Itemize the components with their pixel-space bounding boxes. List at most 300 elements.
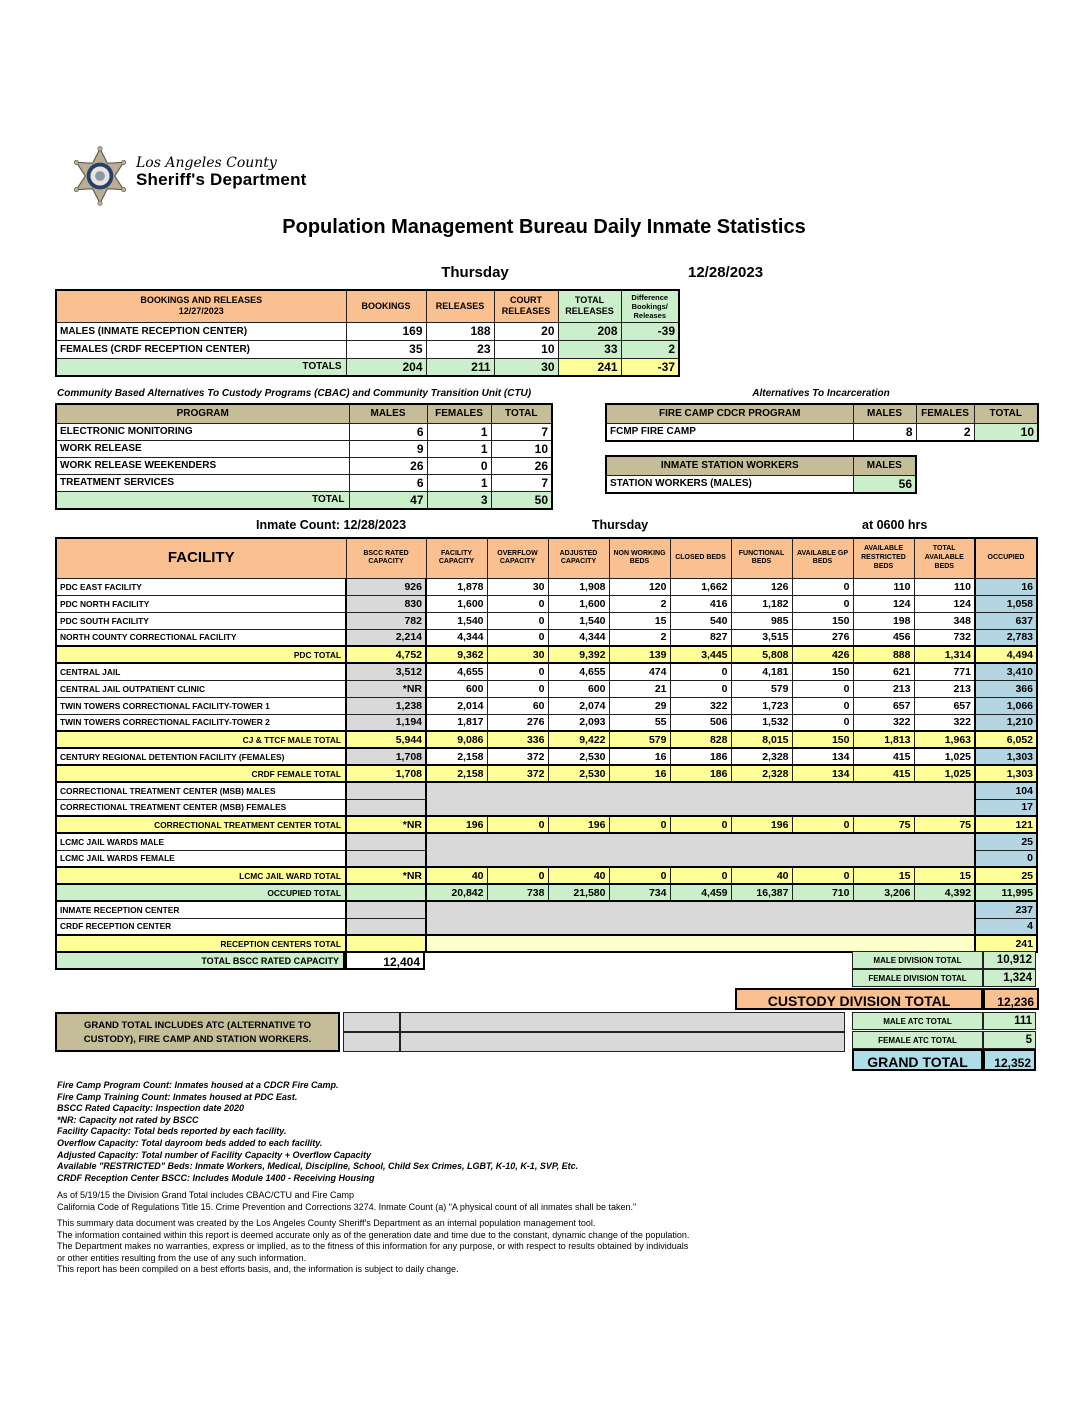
merged-empty-cell [426,901,975,935]
fire-camp-table [605,403,1039,442]
table-cell: 732 [914,629,975,646]
table-cell: 657 [914,697,975,714]
inmate-count-day: Thursday [591,518,649,532]
custody-division-label: CUSTODY DIVISION TOTAL [735,988,983,1010]
table-cell: 734 [609,884,670,901]
col-header-overflow: OVERFLOW CAPACITY [487,538,548,578]
table-cell: 25 [975,833,1037,850]
table-cell: 196 [548,816,609,833]
report-date: 12/28/2023 [688,264,764,281]
table-cell: 415 [853,765,914,782]
footnotes-definitions [57,1080,578,1184]
table-cell: 21,580 [548,884,609,901]
table-cell: 1 [427,440,491,457]
table-cell: 75 [914,816,975,833]
bookings-totals-row [56,358,679,376]
table-cell: 17 [975,799,1037,816]
table-cell: 322 [853,714,914,731]
footnote-line: Adjusted Capacity: Total number of Facility Capacity + Overflow Capacity [57,1149,371,1160]
table-cell: 169 [346,322,426,340]
table-cell: 15 [853,867,914,884]
table-cell: 600 [548,680,609,697]
table-cell: 1,303 [975,765,1037,782]
table-cell: 828 [670,731,731,748]
table-cell: *NR [346,680,426,697]
table-cell: 888 [853,646,914,663]
table-cell: 6 [349,474,427,491]
spacer-cell [343,1032,400,1052]
facility-row [56,578,1037,595]
count-label-text: Inmate Count: [256,518,341,532]
table-cell: 0 [609,867,670,884]
table-cell: 50 [491,491,552,509]
table-cell: 20,842 [426,884,487,901]
table-cell: 416 [670,595,731,612]
table-cell: 579 [731,680,792,697]
table-cell: 56 [853,475,916,493]
col-header-occupied: OCCUPIED [975,538,1037,578]
col-header-difference: Difference Bookings/ Releases [621,290,679,322]
table-cell: 3,410 [975,663,1037,680]
col-header-females: FEMALES [427,404,491,423]
table-cell: 9,422 [548,731,609,748]
inmate-count-label [256,518,406,532]
table-cell: 4,655 [426,663,487,680]
table-cell: 2,328 [731,765,792,782]
bookings-releases-table [55,289,680,377]
table-cell: 208 [558,322,621,340]
footnote-line: The information contained within this report is deemed accurate only as of the generation date and time due to the constant, dynamic change of the population. [57,1229,690,1240]
table-cell: 336 [487,731,548,748]
table-cell: 3,512 [346,663,426,680]
table-cell: 9,086 [426,731,487,748]
table-row [606,456,916,475]
table-cell [346,833,426,850]
table-cell: 1,817 [426,714,487,731]
table-cell: 2,783 [975,629,1037,646]
female-atc-value: 5 [983,1031,1036,1049]
table-cell: 3,445 [670,646,731,663]
bookings-title-date: 12/27/2023 [178,306,224,317]
female-division-value: 1,324 [983,969,1036,987]
table-cell: 600 [426,680,487,697]
facility-row [56,612,1037,629]
table-cell: 579 [609,731,670,748]
table-cell: 366 [975,680,1037,697]
table-cell: 738 [487,884,548,901]
table-cell: 415 [853,748,914,765]
grand-total-row [852,1049,1036,1071]
merged-empty-cell [426,782,975,816]
table-cell: 0 [487,629,548,646]
table-cell: 2,530 [548,765,609,782]
grand-total-label: GRAND TOTAL [852,1049,983,1071]
table-cell: 0 [487,612,548,629]
male-division-total-row [852,951,1036,969]
col-header-total-releases: TOTAL RELEASES [558,290,621,322]
cbac-section-title: Community Based Alternatives To Custody Programs (CBAC) and Community Transition Unit (CTU) [57,388,532,399]
table-cell: 6 [349,423,427,440]
col-header-total: TOTAL [491,404,552,423]
col-header-males: MALES [853,456,916,475]
cbac-row [56,440,552,457]
subtotal-label: RECEPTION CENTERS TOTAL [56,935,346,952]
table-cell: 4 [975,918,1037,935]
table-cell: 2,074 [548,697,609,714]
custody-division-value: 12,236 [983,988,1039,1010]
table-cell: 1,600 [426,595,487,612]
merged-empty-cell [426,935,975,952]
col-header-releases: RELEASES [426,290,494,322]
footnote-line: or other entities resulting from the use of any such information. [57,1252,307,1263]
table-cell: 1,210 [975,714,1037,731]
table-cell: 4,344 [548,629,609,646]
spacer-cell [343,1012,400,1032]
male-atc-label: MALE ATC TOTAL [852,1012,983,1030]
male-atc-total-row [852,1012,1036,1030]
table-cell: -39 [621,322,679,340]
col-header-available-gp: AVAILABLE GP BEDS [792,538,853,578]
grand-total-spacer-row [343,1012,845,1032]
table-cell: 120 [609,578,670,595]
total-bscc-capacity-row [55,951,425,970]
table-cell: 1,963 [914,731,975,748]
row-label: STATION WORKERS (MALES) [606,475,853,493]
table-cell: 2,214 [346,629,426,646]
footnote-line: Fire Camp Training Count: Inmates housed at PDC East. [57,1091,298,1102]
table-cell: 16,387 [731,884,792,901]
table-cell: 621 [853,663,914,680]
table-cell: 29 [609,697,670,714]
table-cell: 5,944 [346,731,426,748]
table-cell: 372 [487,748,548,765]
table-cell: 6,052 [975,731,1037,748]
logo-text [136,156,307,189]
cbac-row [56,474,552,491]
facility-label: PDC EAST FACILITY [56,578,346,595]
custody-division-total-row [735,988,1039,1010]
subtotal-label: CORRECTIONAL TREATMENT CENTER TOTAL [56,816,346,833]
col-header-closed: CLOSED BEDS [670,538,731,578]
facility-count-table [55,537,1038,953]
table-cell: 1 [427,423,491,440]
bookings-title-text: BOOKINGS AND RELEASES [140,295,263,306]
table-cell: 15 [914,867,975,884]
table-cell: 7 [491,474,552,491]
facility-label: PDC SOUTH FACILITY [56,612,346,629]
grand-total-value: 12,352 [983,1049,1036,1071]
table-cell: 213 [914,680,975,697]
table-cell: 506 [670,714,731,731]
table-cell: 1,314 [914,646,975,663]
facility-row [56,833,1037,850]
table-cell: 40 [426,867,487,884]
count-date-text: 12/28/2023 [343,518,407,532]
table-cell: 540 [670,612,731,629]
table-cell: 0 [670,867,731,884]
table-cell: 104 [975,782,1037,799]
table-cell: 2 [916,423,974,441]
table-cell: 0 [792,816,853,833]
female-atc-total-row [852,1031,1036,1049]
facility-row [56,935,1037,952]
table-cell: 1,723 [731,697,792,714]
grand-total-note-text: GRAND TOTAL INCLUDES ATC (ALTERNATIVE TO CUSTODY), FIRE CAMP AND STATION WORKERS. [55,1012,340,1052]
row-label: TREATMENT SERVICES [56,474,349,491]
facility-label: CRDF RECEPTION CENTER [56,918,346,935]
table-cell: 2 [609,595,670,612]
table-cell: 2,014 [426,697,487,714]
table-cell: 0 [792,680,853,697]
table-cell: 134 [792,748,853,765]
table-cell: 55 [609,714,670,731]
facility-row [56,901,1037,918]
inmate-count-time: at 0600 hrs [862,518,928,532]
fire-camp-row [606,423,1038,441]
facility-row [56,646,1037,663]
table-cell: 196 [426,816,487,833]
col-header-facility-capacity: FACILITY CAPACITY [426,538,487,578]
male-atc-value: 111 [983,1012,1036,1030]
table-cell: 1,540 [426,612,487,629]
table-cell: -37 [621,358,679,376]
table-cell: 1,908 [548,578,609,595]
facility-row [56,748,1037,765]
facility-label: CORRECTIONAL TREATMENT CENTER (MSB) MALES [56,782,346,799]
table-cell: 8,015 [731,731,792,748]
table-cell: 0 [792,697,853,714]
table-cell: 0 [792,595,853,612]
table-cell: 2,158 [426,748,487,765]
ati-section-title: Alternatives To Incarceration [752,388,890,399]
table-cell: 124 [853,595,914,612]
footnote-line: The Department makes no warranties, express or implied, as to the fitness of this information for any purpose, or with respect to results obtained by individuals [57,1241,689,1252]
table-cell: 782 [346,612,426,629]
table-cell: 9,392 [548,646,609,663]
facility-row [56,595,1037,612]
table-cell: 213 [853,680,914,697]
table-cell: 186 [670,748,731,765]
footnote-line: Available "RESTRICTED" Beds: Inmate Workers, Medical, Discipline, School, Child Sex Crimes, LGBT, K-10, K-1, SVP, Etc. [57,1161,579,1172]
table-cell: 1,182 [731,595,792,612]
cbac-total-row [56,491,552,509]
merged-empty-cell [426,833,975,867]
report-day: Thursday [441,264,509,281]
table-cell: 2,158 [426,765,487,782]
facility-label: TWIN TOWERS CORRECTIONAL FACILITY-TOWER 2 [56,714,346,731]
table-cell: 1,708 [346,765,426,782]
bookings-header-title [56,290,346,322]
footnote-line: BSCC Rated Capacity: Inspection date 2020 [57,1103,245,1114]
col-header-court-releases: COURT RELEASES [494,290,558,322]
table-cell: 124 [914,595,975,612]
station-workers-table [605,455,917,494]
col-header-adjusted: ADJUSTED CAPACITY [548,538,609,578]
table-cell: 4,655 [548,663,609,680]
table-cell: 21 [609,680,670,697]
subtotal-label: CJ & TTCF MALE TOTAL [56,731,346,748]
table-cell: 4,181 [731,663,792,680]
table-cell: 237 [975,901,1037,918]
table-cell: 4,344 [426,629,487,646]
facility-header-row [56,538,1037,578]
col-header-nonworking: NON WORKING BEDS [609,538,670,578]
table-cell: 1,058 [975,595,1037,612]
table-cell: 322 [670,697,731,714]
grand-total-spacer-row [343,1032,845,1052]
table-cell: 1,066 [975,697,1037,714]
table-cell: 150 [792,612,853,629]
table-cell: *NR [346,867,426,884]
table-cell: 3,206 [853,884,914,901]
spacer-cell [400,1012,845,1032]
table-cell: 196 [731,816,792,833]
table-cell [346,918,426,935]
table-cell: 1,708 [346,748,426,765]
table-cell: 322 [914,714,975,731]
facility-label: CENTRAL JAIL OUTPATIENT CLINIC [56,680,346,697]
table-cell: 121 [975,816,1037,833]
station-workers-row [606,475,916,493]
table-cell: 1,238 [346,697,426,714]
table-cell: 2 [621,340,679,358]
footnotes-regulations [57,1190,636,1213]
male-division-label: MALE DIVISION TOTAL [852,951,983,969]
table-cell: 771 [914,663,975,680]
table-cell: 30 [487,646,548,663]
table-cell: 0 [670,816,731,833]
col-header-bscc-rated: BSCC RATED CAPACITY [346,538,426,578]
footnote-line: CRDF Reception Center BSCC: Includes Module 1400 - Receiving Housing [57,1172,375,1183]
col-header-program: PROGRAM [56,404,349,423]
table-cell: 0 [427,457,491,474]
col-header-total: TOTAL [974,404,1038,423]
col-header-total-available: TOTAL AVAILABLE BEDS [914,538,975,578]
row-label: WORK RELEASE WEEKENDERS [56,457,349,474]
col-header-bookings: BOOKINGS [346,290,426,322]
table-cell: 827 [670,629,731,646]
table-cell: 16 [975,578,1037,595]
table-cell: 9,362 [426,646,487,663]
table-cell: 9 [349,440,427,457]
footnote-line: This report has been compiled on a best efforts basis, and, the information is subject to daily change. [57,1264,459,1275]
table-row [56,404,552,423]
table-cell: 1,878 [426,578,487,595]
table-cell: 4,459 [670,884,731,901]
table-cell: 4,494 [975,646,1037,663]
table-row [606,404,1038,423]
table-cell: 2,530 [548,748,609,765]
table-cell: 372 [487,765,548,782]
table-cell: 211 [426,358,494,376]
table-cell: 10 [974,423,1038,441]
table-cell [346,850,426,867]
table-cell: 47 [349,491,427,509]
total-bscc-capacity-value: 12,404 [345,951,425,970]
table-cell [346,901,426,918]
row-label: MALES (INMATE RECEPTION CENTER) [56,322,346,340]
col-header-males: MALES [853,404,916,423]
table-cell: 1,194 [346,714,426,731]
facility-row [56,816,1037,833]
table-cell: 0 [792,867,853,884]
table-cell: 0 [975,850,1037,867]
footnote-line: As of 5/19/15 the Division Grand Total includes CBAC/CTU and Fire Camp [57,1190,354,1200]
disclaimer-paragraph [57,1218,689,1276]
table-cell: *NR [346,816,426,833]
table-cell: 474 [609,663,670,680]
logo-department: Sheriff's Department [136,169,307,189]
col-header-males: MALES [349,404,427,423]
cbac-row [56,423,552,440]
facility-row [56,884,1037,901]
subtotal-label: LCMC JAIL WARD TOTAL [56,867,346,884]
page-title: Population Management Bureau Daily Inmate Statistics [282,216,806,238]
table-cell: 2,328 [731,748,792,765]
table-cell: 11,995 [975,884,1037,901]
footnote-line: California Code of Regulations Title 15. Crime Prevention and Corrections 3274. Inmate Count (a) "A physical count of all inmates shall be taken." [57,1201,637,1212]
table-cell: 426 [792,646,853,663]
table-cell: 75 [853,816,914,833]
table-cell: 30 [487,578,548,595]
subtotal-label: PDC TOTAL [56,646,346,663]
lasd-logo [72,146,307,206]
table-cell: 126 [731,578,792,595]
table-cell: 110 [853,578,914,595]
table-cell: 40 [731,867,792,884]
footnote-line: Fire Camp Program Count: Inmates housed at a CDCR Fire Camp. [57,1080,339,1090]
col-header-fire-camp: FIRE CAMP CDCR PROGRAM [606,404,853,423]
footnote-line: *NR: Capacity not rated by BSCC [57,1114,199,1125]
table-cell: 0 [670,680,731,697]
table-cell: 0 [487,680,548,697]
table-cell: 150 [792,663,853,680]
bookings-row [56,322,679,340]
table-cell [346,782,426,799]
table-cell: 0 [487,816,548,833]
table-cell: 15 [609,612,670,629]
facility-label: PDC NORTH FACILITY [56,595,346,612]
facility-row [56,697,1037,714]
bookings-row [56,340,679,358]
table-cell: 8 [853,423,916,441]
table-cell: 276 [792,629,853,646]
facility-row [56,731,1037,748]
facility-label: INMATE RECEPTION CENTER [56,901,346,918]
table-cell: 0 [487,663,548,680]
table-cell: 1,662 [670,578,731,595]
facility-row [56,867,1037,884]
female-division-label: FEMALE DIVISION TOTAL [852,969,983,987]
row-label: FEMALES (CRDF RECEPTION CENTER) [56,340,346,358]
table-cell: 60 [487,697,548,714]
table-cell: 1 [427,474,491,491]
table-cell: 40 [548,867,609,884]
table-cell: 4,752 [346,646,426,663]
col-header-females: FEMALES [916,404,974,423]
table-cell: 456 [853,629,914,646]
facility-row [56,765,1037,782]
facility-row [56,680,1037,697]
facility-row [56,714,1037,731]
table-cell: 204 [346,358,426,376]
table-cell: 188 [426,322,494,340]
table-cell: 10 [494,340,558,358]
table-cell: 637 [975,612,1037,629]
facility-label: CENTURY REGIONAL DETENTION FACILITY (FEMALES) [56,748,346,765]
table-cell: 2 [609,629,670,646]
sheriff-star-icon [72,146,128,206]
